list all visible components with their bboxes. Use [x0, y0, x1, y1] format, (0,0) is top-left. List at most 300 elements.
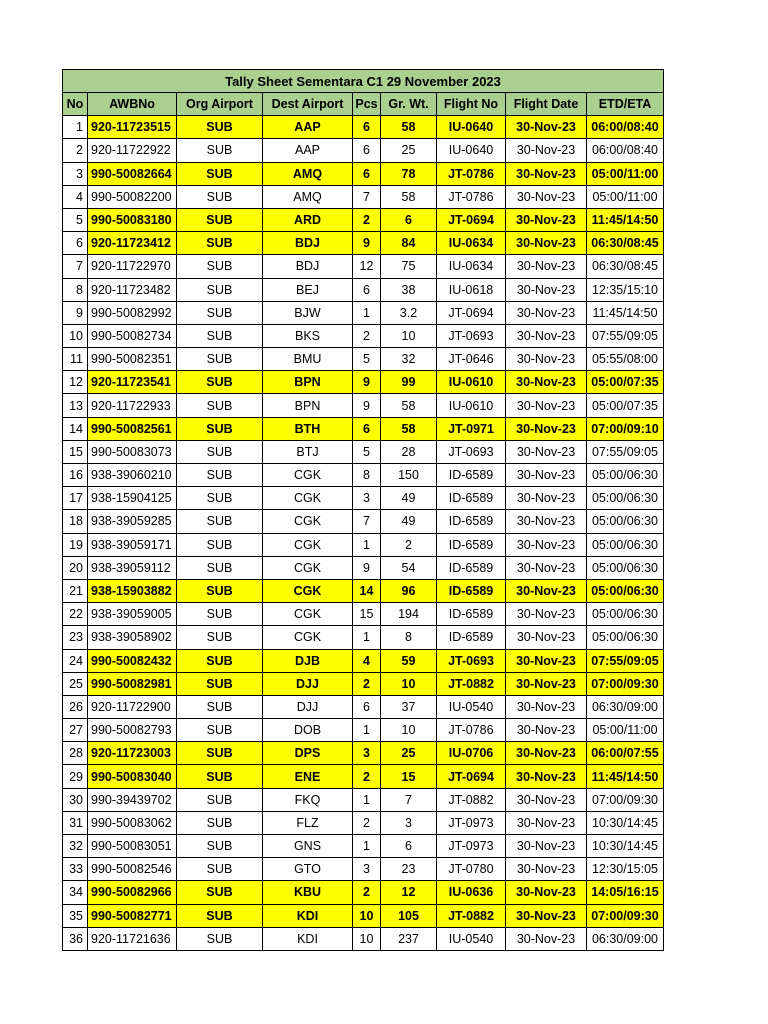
cell-awbno: 920-11723482	[88, 278, 177, 301]
header-pcs: Pcs	[353, 93, 381, 116]
cell-org-airport: SUB	[177, 162, 263, 185]
cell-flight-date: 30-Nov-23	[506, 348, 587, 371]
cell-flight-date: 30-Nov-23	[506, 695, 587, 718]
cell-flight-no: ID-6589	[437, 487, 506, 510]
cell-org-airport: SUB	[177, 417, 263, 440]
cell-org-airport: SUB	[177, 116, 263, 139]
cell-flight-date: 30-Nov-23	[506, 835, 587, 858]
cell-pcs: 6	[353, 417, 381, 440]
cell-awbno: 920-11722900	[88, 695, 177, 718]
cell-flight-no: JT-0786	[437, 185, 506, 208]
cell-gross-weight: 28	[381, 440, 437, 463]
table-row	[63, 139, 664, 162]
cell-org-airport: SUB	[177, 695, 263, 718]
cell-dest-airport: KBU	[263, 881, 353, 904]
cell-dest-airport: BDJ	[263, 232, 353, 255]
cell-dest-airport: AAP	[263, 139, 353, 162]
cell-flight-no: JT-0694	[437, 765, 506, 788]
table-row	[63, 162, 664, 185]
cell-no: 34	[63, 881, 88, 904]
cell-etd-eta: 05:00/07:35	[587, 394, 664, 417]
cell-pcs: 9	[353, 556, 381, 579]
cell-etd-eta: 07:00/09:30	[587, 904, 664, 927]
cell-gross-weight: 58	[381, 394, 437, 417]
cell-no: 21	[63, 579, 88, 602]
cell-dest-airport: ENE	[263, 765, 353, 788]
cell-flight-no: IU-0540	[437, 695, 506, 718]
cell-gross-weight: 6	[381, 208, 437, 231]
cell-pcs: 3	[353, 487, 381, 510]
cell-pcs: 5	[353, 348, 381, 371]
cell-dest-airport: GNS	[263, 835, 353, 858]
cell-dest-airport: BEJ	[263, 278, 353, 301]
cell-flight-date: 30-Nov-23	[506, 116, 587, 139]
cell-pcs: 7	[353, 185, 381, 208]
cell-etd-eta: 11:45/14:50	[587, 765, 664, 788]
cell-flight-date: 30-Nov-23	[506, 649, 587, 672]
cell-org-airport: SUB	[177, 719, 263, 742]
cell-flight-no: JT-0693	[437, 324, 506, 347]
table-row	[63, 881, 664, 904]
cell-dest-airport: DPS	[263, 742, 353, 765]
cell-gross-weight: 49	[381, 510, 437, 533]
table-row	[63, 440, 664, 463]
cell-dest-airport: AAP	[263, 116, 353, 139]
sheet-title: Tally Sheet Sementara C1 29 November 2023	[63, 70, 664, 93]
cell-org-airport: SUB	[177, 394, 263, 417]
table-body	[63, 116, 664, 951]
cell-no: 1	[63, 116, 88, 139]
cell-dest-airport: CGK	[263, 626, 353, 649]
cell-flight-no: JT-0971	[437, 417, 506, 440]
header-row	[63, 93, 664, 116]
cell-gross-weight: 49	[381, 487, 437, 510]
cell-dest-airport: DJJ	[263, 672, 353, 695]
cell-pcs: 1	[353, 301, 381, 324]
cell-pcs: 9	[353, 394, 381, 417]
cell-flight-no: IU-0640	[437, 139, 506, 162]
cell-etd-eta: 05:00/06:30	[587, 510, 664, 533]
cell-etd-eta: 12:30/15:05	[587, 858, 664, 881]
cell-etd-eta: 05:00/11:00	[587, 185, 664, 208]
table-row	[63, 649, 664, 672]
cell-gross-weight: 12	[381, 881, 437, 904]
cell-flight-no: JT-0882	[437, 672, 506, 695]
cell-gross-weight: 15	[381, 765, 437, 788]
cell-flight-no: IU-0610	[437, 371, 506, 394]
cell-dest-airport: DJB	[263, 649, 353, 672]
cell-dest-airport: BPN	[263, 394, 353, 417]
cell-dest-airport: CGK	[263, 533, 353, 556]
cell-pcs: 9	[353, 371, 381, 394]
tally-sheet-table	[62, 69, 664, 951]
cell-org-airport: SUB	[177, 603, 263, 626]
cell-gross-weight: 58	[381, 185, 437, 208]
cell-etd-eta: 06:30/09:00	[587, 695, 664, 718]
cell-gross-weight: 25	[381, 742, 437, 765]
cell-gross-weight: 32	[381, 348, 437, 371]
cell-dest-airport: CGK	[263, 464, 353, 487]
cell-pcs: 10	[353, 904, 381, 927]
cell-flight-date: 30-Nov-23	[506, 394, 587, 417]
table-row	[63, 464, 664, 487]
cell-gross-weight: 38	[381, 278, 437, 301]
cell-no: 30	[63, 788, 88, 811]
cell-org-airport: SUB	[177, 626, 263, 649]
cell-awbno: 990-50082771	[88, 904, 177, 927]
table-row	[63, 788, 664, 811]
cell-dest-airport: BTH	[263, 417, 353, 440]
cell-awbno: 990-50083180	[88, 208, 177, 231]
cell-flight-date: 30-Nov-23	[506, 904, 587, 927]
cell-etd-eta: 07:00/09:10	[587, 417, 664, 440]
cell-flight-date: 30-Nov-23	[506, 579, 587, 602]
cell-gross-weight: 10	[381, 324, 437, 347]
table-row	[63, 394, 664, 417]
cell-dest-airport: AMQ	[263, 162, 353, 185]
cell-dest-airport: CGK	[263, 487, 353, 510]
cell-etd-eta: 05:00/07:35	[587, 371, 664, 394]
cell-no: 33	[63, 858, 88, 881]
cell-etd-eta: 07:00/09:30	[587, 788, 664, 811]
cell-flight-no: ID-6589	[437, 510, 506, 533]
cell-etd-eta: 07:00/09:30	[587, 672, 664, 695]
cell-gross-weight: 150	[381, 464, 437, 487]
cell-flight-no: ID-6589	[437, 579, 506, 602]
cell-awbno: 990-50082793	[88, 719, 177, 742]
cell-etd-eta: 05:00/06:30	[587, 579, 664, 602]
cell-org-airport: SUB	[177, 927, 263, 950]
header-awbno: AWBNo	[88, 93, 177, 116]
cell-no: 23	[63, 626, 88, 649]
cell-dest-airport: BMU	[263, 348, 353, 371]
cell-org-airport: SUB	[177, 835, 263, 858]
cell-flight-no: JT-0786	[437, 162, 506, 185]
cell-gross-weight: 25	[381, 139, 437, 162]
cell-awbno: 938-39059112	[88, 556, 177, 579]
cell-org-airport: SUB	[177, 765, 263, 788]
cell-etd-eta: 11:45/14:50	[587, 208, 664, 231]
cell-flight-no: IU-0618	[437, 278, 506, 301]
cell-gross-weight: 3.2	[381, 301, 437, 324]
cell-flight-date: 30-Nov-23	[506, 139, 587, 162]
cell-awbno: 990-50083062	[88, 811, 177, 834]
cell-awbno: 990-50082200	[88, 185, 177, 208]
cell-etd-eta: 12:35/15:10	[587, 278, 664, 301]
cell-dest-airport: FLZ	[263, 811, 353, 834]
cell-no: 22	[63, 603, 88, 626]
cell-awbno: 920-11723515	[88, 116, 177, 139]
cell-awbno: 938-39059285	[88, 510, 177, 533]
cell-dest-airport: CGK	[263, 579, 353, 602]
cell-no: 5	[63, 208, 88, 231]
cell-pcs: 1	[353, 533, 381, 556]
cell-flight-date: 30-Nov-23	[506, 487, 587, 510]
cell-no: 9	[63, 301, 88, 324]
cell-pcs: 6	[353, 139, 381, 162]
cell-pcs: 4	[353, 649, 381, 672]
table-row	[63, 301, 664, 324]
cell-pcs: 2	[353, 324, 381, 347]
cell-no: 4	[63, 185, 88, 208]
cell-flight-date: 30-Nov-23	[506, 301, 587, 324]
cell-dest-airport: CGK	[263, 510, 353, 533]
cell-pcs: 12	[353, 255, 381, 278]
cell-org-airport: SUB	[177, 208, 263, 231]
cell-flight-no: ID-6589	[437, 626, 506, 649]
cell-dest-airport: GTO	[263, 858, 353, 881]
header-no: No	[63, 93, 88, 116]
cell-etd-eta: 06:00/07:55	[587, 742, 664, 765]
cell-pcs: 1	[353, 626, 381, 649]
cell-flight-no: IU-0634	[437, 232, 506, 255]
table-row	[63, 510, 664, 533]
cell-gross-weight: 23	[381, 858, 437, 881]
table-row	[63, 487, 664, 510]
cell-flight-no: ID-6589	[437, 533, 506, 556]
cell-dest-airport: ARD	[263, 208, 353, 231]
cell-awbno: 920-11722933	[88, 394, 177, 417]
table-row	[63, 533, 664, 556]
cell-flight-date: 30-Nov-23	[506, 510, 587, 533]
cell-pcs: 15	[353, 603, 381, 626]
table-row	[63, 603, 664, 626]
cell-flight-date: 30-Nov-23	[506, 672, 587, 695]
cell-dest-airport: KDI	[263, 904, 353, 927]
table-row	[63, 232, 664, 255]
cell-no: 27	[63, 719, 88, 742]
title-row	[63, 70, 664, 93]
cell-gross-weight: 6	[381, 835, 437, 858]
cell-dest-airport: BPN	[263, 371, 353, 394]
cell-org-airport: SUB	[177, 904, 263, 927]
table-row	[63, 417, 664, 440]
cell-gross-weight: 194	[381, 603, 437, 626]
cell-etd-eta: 05:00/11:00	[587, 719, 664, 742]
table-row	[63, 835, 664, 858]
cell-no: 11	[63, 348, 88, 371]
cell-awbno: 990-50083073	[88, 440, 177, 463]
cell-no: 17	[63, 487, 88, 510]
cell-awbno: 938-15904125	[88, 487, 177, 510]
cell-gross-weight: 58	[381, 116, 437, 139]
cell-flight-no: JT-0780	[437, 858, 506, 881]
cell-org-airport: SUB	[177, 533, 263, 556]
cell-gross-weight: 7	[381, 788, 437, 811]
cell-dest-airport: FKQ	[263, 788, 353, 811]
table-row	[63, 208, 664, 231]
cell-flight-no: JT-0973	[437, 811, 506, 834]
cell-awbno: 938-39059005	[88, 603, 177, 626]
cell-dest-airport: BDJ	[263, 255, 353, 278]
cell-flight-date: 30-Nov-23	[506, 742, 587, 765]
cell-etd-eta: 11:45/14:50	[587, 301, 664, 324]
cell-etd-eta: 05:00/06:30	[587, 603, 664, 626]
cell-no: 25	[63, 672, 88, 695]
table-row	[63, 556, 664, 579]
cell-flight-date: 30-Nov-23	[506, 185, 587, 208]
cell-org-airport: SUB	[177, 556, 263, 579]
cell-gross-weight: 59	[381, 649, 437, 672]
cell-org-airport: SUB	[177, 649, 263, 672]
cell-org-airport: SUB	[177, 579, 263, 602]
cell-etd-eta: 06:00/08:40	[587, 139, 664, 162]
cell-org-airport: SUB	[177, 278, 263, 301]
cell-org-airport: SUB	[177, 858, 263, 881]
cell-flight-date: 30-Nov-23	[506, 881, 587, 904]
cell-flight-date: 30-Nov-23	[506, 858, 587, 881]
cell-flight-no: ID-6589	[437, 603, 506, 626]
cell-flight-no: IU-0540	[437, 927, 506, 950]
cell-gross-weight: 84	[381, 232, 437, 255]
table-row	[63, 765, 664, 788]
cell-flight-date: 30-Nov-23	[506, 208, 587, 231]
cell-dest-airport: BJW	[263, 301, 353, 324]
cell-flight-date: 30-Nov-23	[506, 788, 587, 811]
cell-dest-airport: BKS	[263, 324, 353, 347]
cell-flight-date: 30-Nov-23	[506, 417, 587, 440]
cell-gross-weight: 237	[381, 927, 437, 950]
cell-flight-date: 30-Nov-23	[506, 811, 587, 834]
table-row	[63, 904, 664, 927]
cell-etd-eta: 05:00/06:30	[587, 487, 664, 510]
cell-no: 20	[63, 556, 88, 579]
cell-org-airport: SUB	[177, 232, 263, 255]
cell-gross-weight: 105	[381, 904, 437, 927]
cell-flight-date: 30-Nov-23	[506, 255, 587, 278]
cell-flight-no: IU-0636	[437, 881, 506, 904]
cell-no: 19	[63, 533, 88, 556]
cell-pcs: 5	[353, 440, 381, 463]
cell-no: 29	[63, 765, 88, 788]
cell-flight-date: 30-Nov-23	[506, 232, 587, 255]
cell-flight-no: JT-0973	[437, 835, 506, 858]
cell-flight-no: IU-0610	[437, 394, 506, 417]
cell-no: 14	[63, 417, 88, 440]
cell-dest-airport: CGK	[263, 603, 353, 626]
cell-flight-no: JT-0694	[437, 208, 506, 231]
table-row	[63, 116, 664, 139]
cell-pcs: 7	[353, 510, 381, 533]
cell-flight-date: 30-Nov-23	[506, 556, 587, 579]
cell-flight-no: JT-0693	[437, 649, 506, 672]
cell-no: 2	[63, 139, 88, 162]
header-flight-date: Flight Date	[506, 93, 587, 116]
cell-dest-airport: CGK	[263, 556, 353, 579]
cell-flight-no: JT-0786	[437, 719, 506, 742]
table-row	[63, 927, 664, 950]
cell-flight-no: ID-6589	[437, 464, 506, 487]
header-flight-no: Flight No	[437, 93, 506, 116]
cell-etd-eta: 05:00/06:30	[587, 533, 664, 556]
cell-pcs: 2	[353, 811, 381, 834]
table-row	[63, 579, 664, 602]
table-row	[63, 371, 664, 394]
cell-awbno: 938-39060210	[88, 464, 177, 487]
cell-awbno: 990-50082981	[88, 672, 177, 695]
cell-org-airport: SUB	[177, 371, 263, 394]
cell-etd-eta: 06:30/09:00	[587, 927, 664, 950]
cell-etd-eta: 05:00/06:30	[587, 626, 664, 649]
cell-no: 18	[63, 510, 88, 533]
cell-gross-weight: 3	[381, 811, 437, 834]
cell-flight-date: 30-Nov-23	[506, 324, 587, 347]
cell-no: 8	[63, 278, 88, 301]
table-row	[63, 695, 664, 718]
cell-no: 24	[63, 649, 88, 672]
table-row	[63, 672, 664, 695]
cell-pcs: 2	[353, 672, 381, 695]
cell-dest-airport: BTJ	[263, 440, 353, 463]
cell-org-airport: SUB	[177, 440, 263, 463]
cell-flight-date: 30-Nov-23	[506, 371, 587, 394]
cell-no: 3	[63, 162, 88, 185]
cell-gross-weight: 58	[381, 417, 437, 440]
cell-no: 10	[63, 324, 88, 347]
cell-gross-weight: 75	[381, 255, 437, 278]
cell-awbno: 920-11722922	[88, 139, 177, 162]
cell-awbno: 990-50082966	[88, 881, 177, 904]
table-row	[63, 742, 664, 765]
cell-no: 28	[63, 742, 88, 765]
cell-org-airport: SUB	[177, 185, 263, 208]
cell-pcs: 3	[353, 742, 381, 765]
cell-etd-eta: 07:55/09:05	[587, 649, 664, 672]
cell-etd-eta: 06:30/08:45	[587, 232, 664, 255]
cell-no: 13	[63, 394, 88, 417]
table-row	[63, 348, 664, 371]
cell-awbno: 920-11722970	[88, 255, 177, 278]
cell-flight-date: 30-Nov-23	[506, 719, 587, 742]
cell-dest-airport: DOB	[263, 719, 353, 742]
cell-org-airport: SUB	[177, 255, 263, 278]
cell-dest-airport: DJJ	[263, 695, 353, 718]
cell-etd-eta: 06:30/08:45	[587, 255, 664, 278]
cell-pcs: 3	[353, 858, 381, 881]
cell-awbno: 990-50082561	[88, 417, 177, 440]
header-etd-eta: ETD/ETA	[587, 93, 664, 116]
cell-no: 6	[63, 232, 88, 255]
cell-awbno: 938-39058902	[88, 626, 177, 649]
cell-flight-date: 30-Nov-23	[506, 464, 587, 487]
cell-etd-eta: 06:00/08:40	[587, 116, 664, 139]
cell-etd-eta: 10:30/14:45	[587, 835, 664, 858]
cell-no: 15	[63, 440, 88, 463]
cell-flight-no: IU-0634	[437, 255, 506, 278]
header-dest-airport: Dest Airport	[263, 93, 353, 116]
cell-pcs: 10	[353, 927, 381, 950]
cell-flight-date: 30-Nov-23	[506, 162, 587, 185]
cell-no: 26	[63, 695, 88, 718]
cell-gross-weight: 99	[381, 371, 437, 394]
cell-awbno: 920-11723541	[88, 371, 177, 394]
cell-pcs: 8	[353, 464, 381, 487]
table-row	[63, 185, 664, 208]
cell-flight-no: JT-0646	[437, 348, 506, 371]
cell-org-airport: SUB	[177, 324, 263, 347]
cell-awbno: 990-50083040	[88, 765, 177, 788]
cell-org-airport: SUB	[177, 348, 263, 371]
cell-org-airport: SUB	[177, 510, 263, 533]
cell-pcs: 6	[353, 162, 381, 185]
header-org-airport: Org Airport	[177, 93, 263, 116]
cell-awbno: 990-50082992	[88, 301, 177, 324]
cell-flight-no: ID-6589	[437, 556, 506, 579]
cell-pcs: 1	[353, 788, 381, 811]
cell-no: 36	[63, 927, 88, 950]
cell-dest-airport: AMQ	[263, 185, 353, 208]
cell-flight-date: 30-Nov-23	[506, 626, 587, 649]
